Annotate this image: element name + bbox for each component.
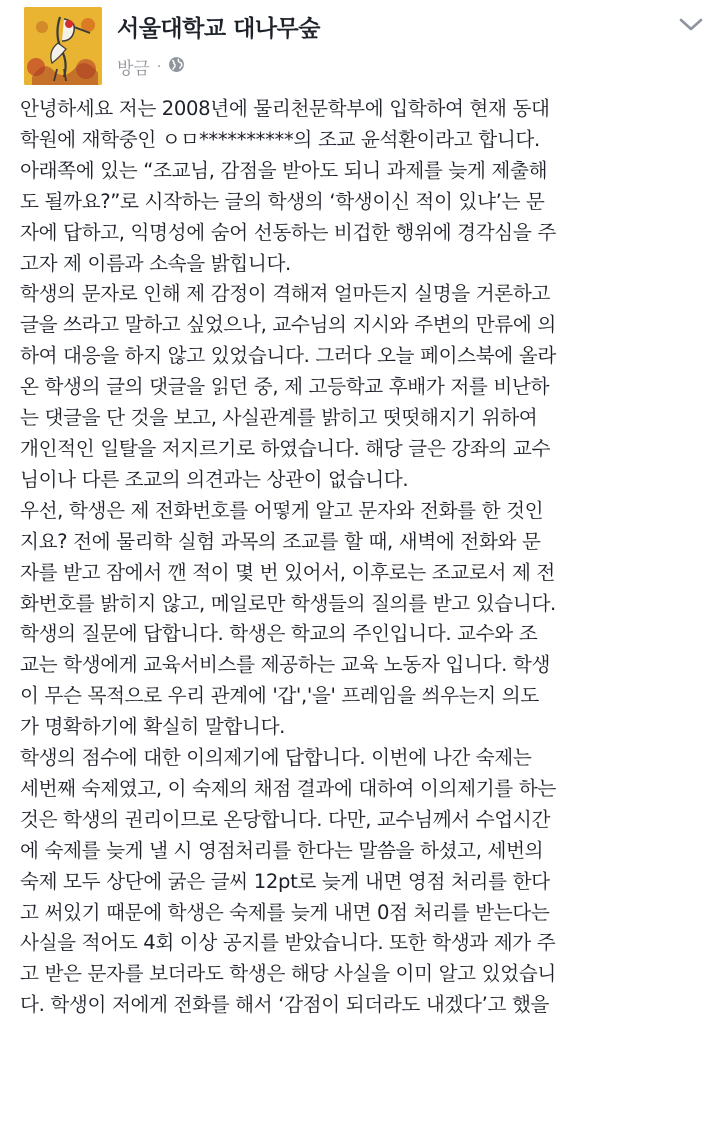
globe-icon[interactable] xyxy=(168,56,185,78)
post-text-line: 이 무슨 목적으로 우리 관계에 '갑','을' 프레임을 씌우는지 의도 xyxy=(20,684,539,708)
post-text-line: 화번호를 밝히지 않고, 메일로만 학생들의 질의를 받고 있습니다. xyxy=(20,591,556,615)
post-text-line: 교는 학생에게 교육서비스를 제공하는 교육 노동자 입니다. 학생 xyxy=(20,653,551,677)
post-text-line: 고 써있기 때문에 학생은 숙제를 늦게 내면 0점 처리를 받는다는 xyxy=(20,900,550,924)
post-text-line: 는 댓글을 단 것을 보고, 사실관계를 밝히고 떳떳해지기 위하여 xyxy=(20,406,538,430)
post-body xyxy=(20,94,716,1021)
post-text-line: 사실을 적어도 4회 이상 공지를 받았습니다. 또한 학생과 제가 주 xyxy=(20,931,556,955)
post-header xyxy=(0,0,720,92)
post-timestamp[interactable]: 방금 xyxy=(117,59,150,79)
post-meta xyxy=(117,54,185,79)
chevron-down-icon xyxy=(678,17,704,33)
post-text-line: 학생의 문자로 인해 제 감정이 격해져 얼마든지 실명을 거론하고 xyxy=(20,282,551,306)
post-text-line: 고자 제 이름과 소속을 밝힙니다. xyxy=(20,251,291,275)
post-text-line: 다. 학생이 저에게 전화를 해서 ‘감점이 되더라도 내겠다’고 했을 xyxy=(20,993,550,1017)
post-text-line: 글을 쓰라고 말하고 싶었으나, 교수님의 지시와 주변의 만류에 의 xyxy=(20,313,556,337)
post-text-line: 에 숙제를 늦게 낼 시 영점처리를 한다는 말씀을 하셨고, 세번의 xyxy=(20,838,544,862)
post-text-line: 숙제 모두 상단에 굵은 글씨 12pt로 늦게 내면 영점 처리를 한다 xyxy=(20,869,550,893)
post-text-line: 가 명확하기에 확실히 말합니다. xyxy=(20,715,286,739)
page-name-link[interactable]: 서울대학교 대나무숲 xyxy=(117,16,320,42)
post-text-line: 님이나 다른 조교의 의견과는 상관이 없습니다. xyxy=(20,467,409,491)
post-text-line: 학생의 점수에 대한 이의제기에 답합니다. 이번에 나간 숙제는 xyxy=(20,746,532,770)
post-text-line: 지요? 전에 물리학 실험 과목의 조교를 할 때, 새벽에 전화와 문 xyxy=(20,529,541,553)
post-options-button[interactable] xyxy=(676,12,706,38)
post-text-line: 것은 학생의 권리이므로 온당합니다. 다만, 교수님께서 수업시간 xyxy=(20,807,551,831)
post-text-line: 학생의 질문에 답합니다. 학생은 학교의 주인입니다. 교수와 조 xyxy=(20,622,538,646)
page-avatar[interactable] xyxy=(24,7,102,85)
crane-logo-icon xyxy=(24,7,102,85)
post-text-line: 도 될까요?”로 시작하는 글의 학생의 ‘학생이신 적이 있냐’는 문 xyxy=(20,189,545,213)
post-text-line: 세번째 숙제였고, 이 숙제의 채점 결과에 대하여 이의제기를 하는 xyxy=(20,776,556,800)
post-text-line: 하여 대응을 하지 않고 있었습니다. 그러다 오늘 페이스북에 올라 xyxy=(20,344,556,368)
post-text-line: 안녕하세요 저는 2008년에 물리천문학부에 입학하여 현재 동대 xyxy=(20,97,550,120)
post-text-line: 학원에 재학중인 ㅇㅁ**********의 조교 윤석환이라고 합니다. xyxy=(20,127,540,151)
post-text-line: 자에 답하고, 익명성에 숨어 선동하는 비겁한 행위에 경각심을 주 xyxy=(20,220,556,244)
meta-separator: · xyxy=(156,58,162,75)
post-text-line: 자를 받고 잠에서 깬 적이 몇 번 있어서, 이후로는 조교로서 제 전 xyxy=(20,560,555,584)
post-text-line: 우선, 학생은 제 전화번호를 어떻게 알고 문자와 전화를 한 것인 xyxy=(20,498,544,522)
post-text-line: 아래쪽에 있는 “조교님, 감점을 받아도 되니 과제를 늦게 제출해 xyxy=(20,158,548,182)
post-text-line: 온 학생의 글의 댓글을 읽던 중, 제 고등학교 후배가 저를 비난하 xyxy=(20,375,550,399)
post-text-line: 고 받은 문자를 보더라도 학생은 해당 사실을 이미 알고 있었습니 xyxy=(20,962,556,986)
post-text-line: 개인적인 일탈을 저지르기로 하였습니다. 해당 글은 강좌의 교수 xyxy=(20,436,551,460)
